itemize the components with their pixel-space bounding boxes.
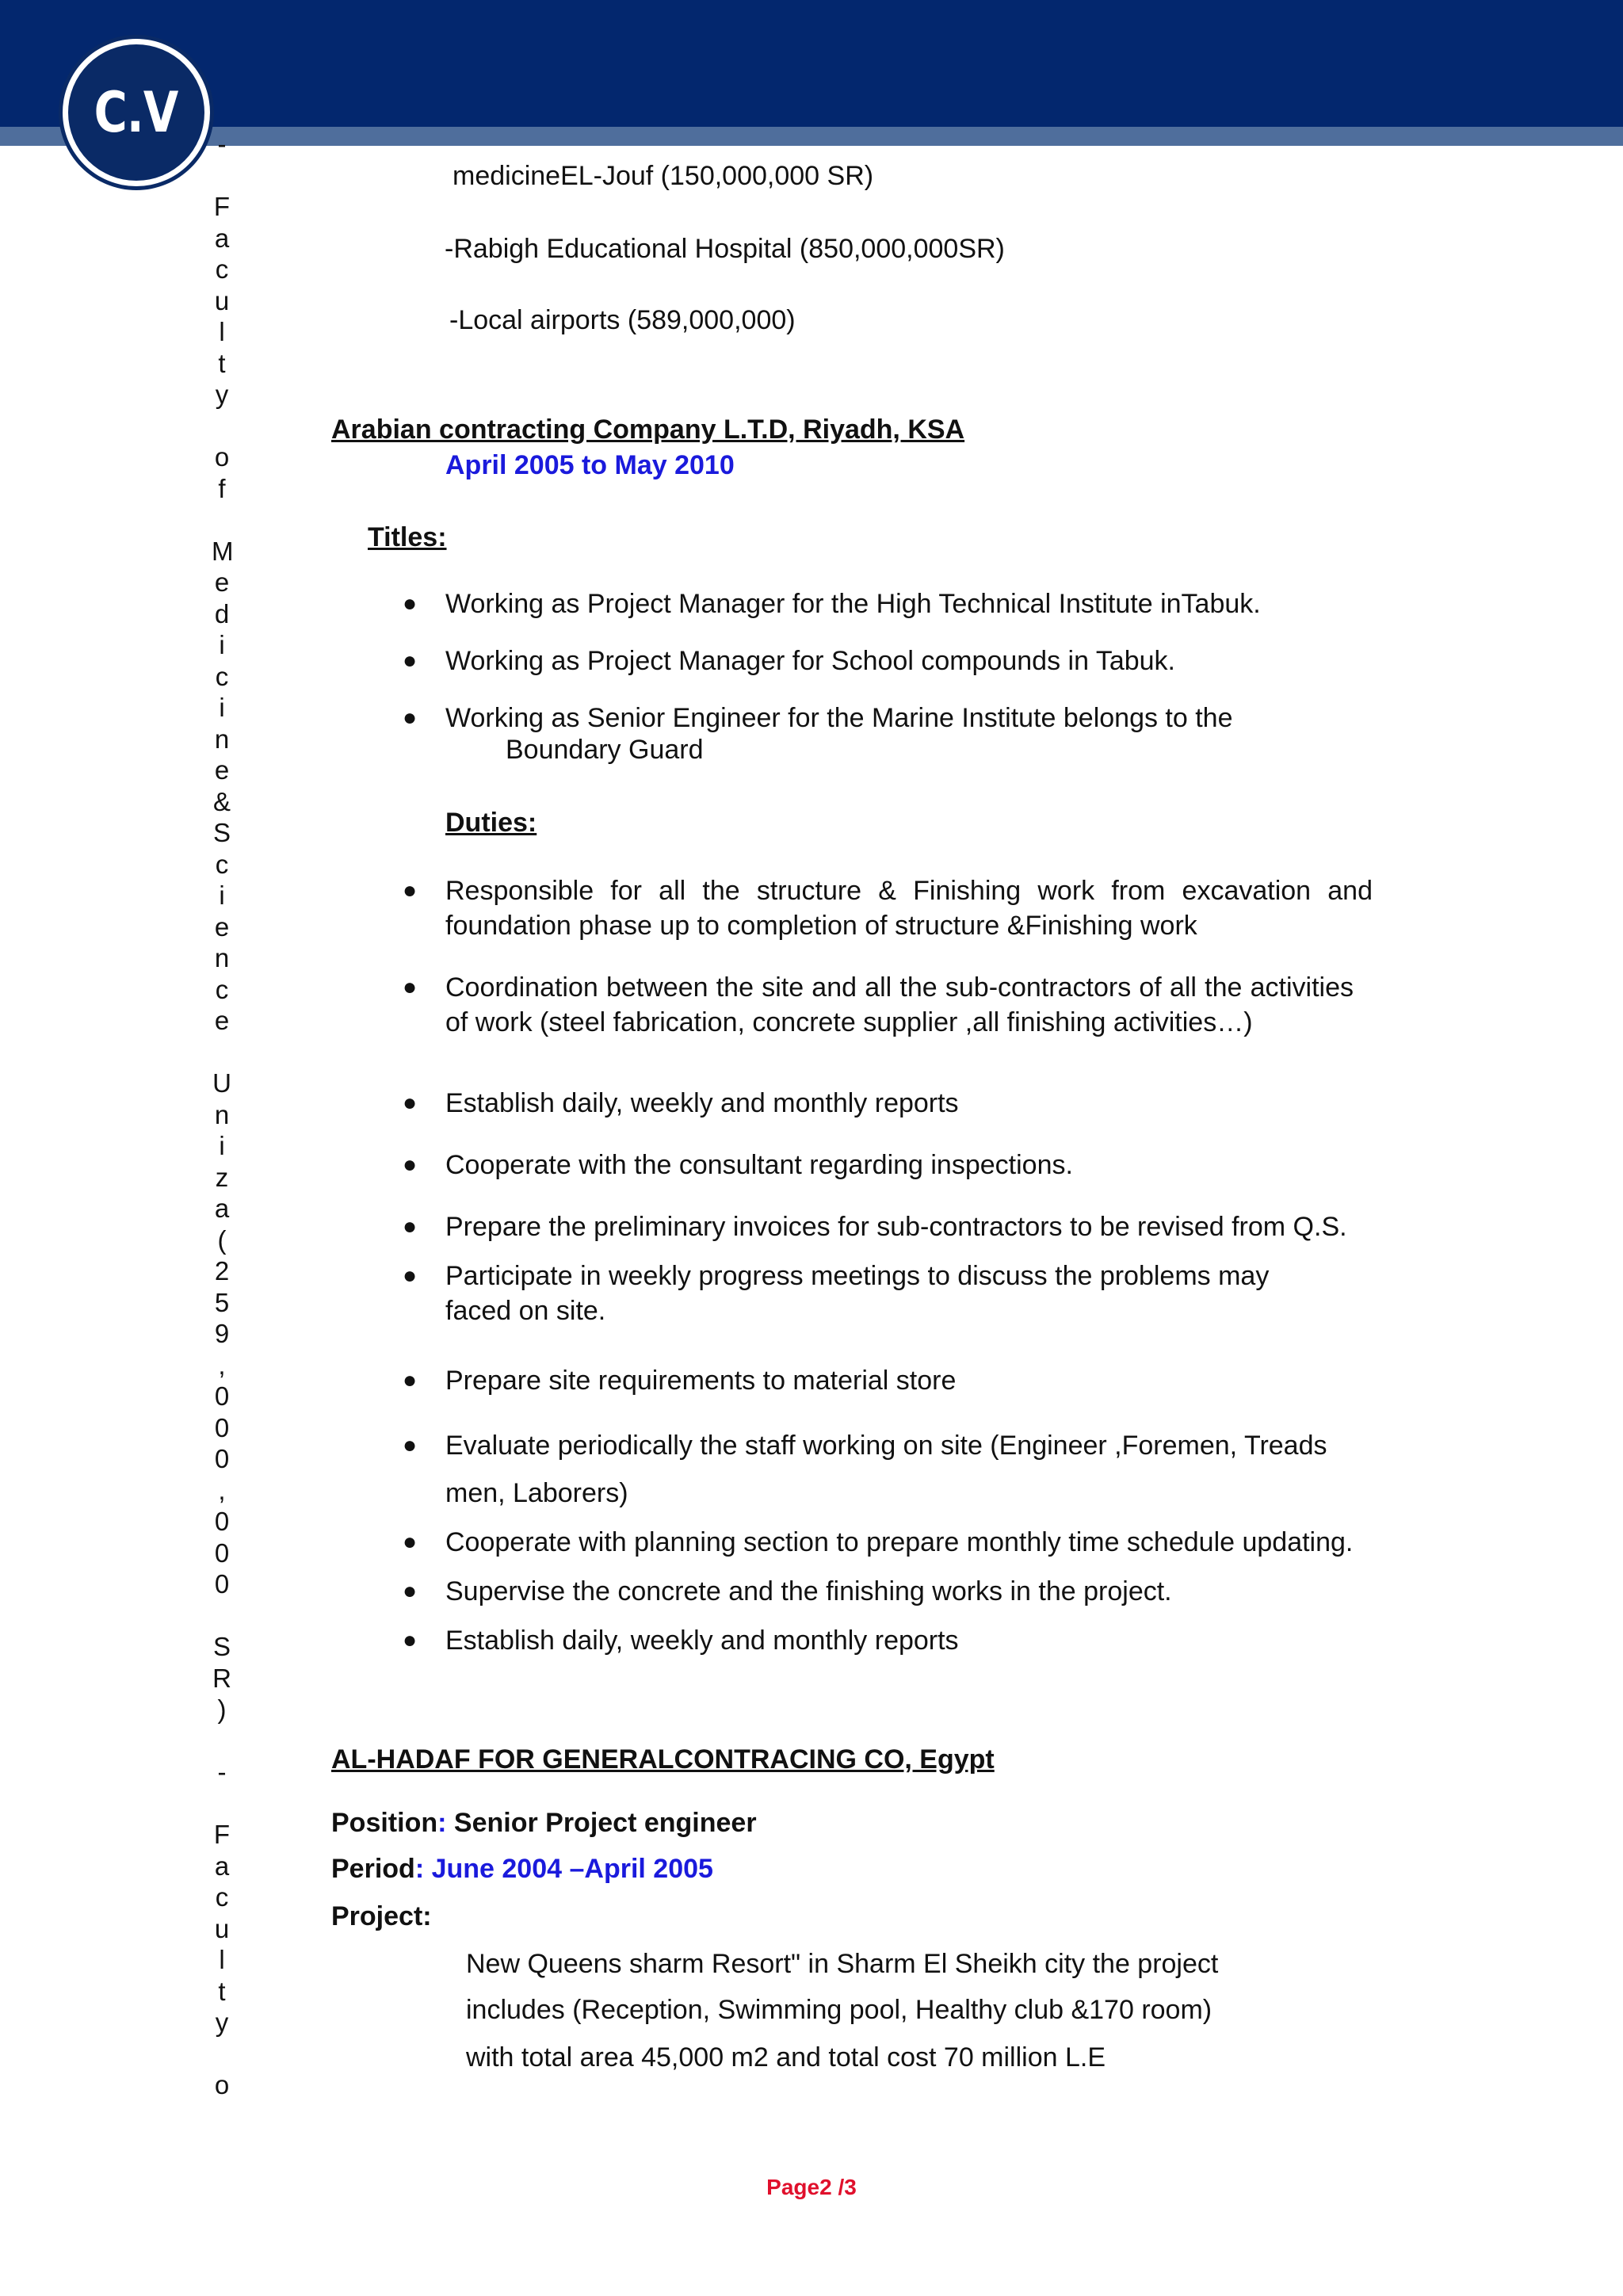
title-item: ● Working as Project Manager for School compounds in Tabuk. xyxy=(445,644,1175,678)
bullet-icon: ● xyxy=(403,974,418,1000)
duty-item: ● Cooperate with planning section to prepare monthly time schedule updating. xyxy=(445,1525,1353,1560)
duty-item: ● Coordination between the site and all the sub-contractors of all the activities of work (steel fabrication, concrete supplier ,all finishing activities…) xyxy=(445,970,1354,1040)
page-total: /3 xyxy=(831,2175,857,2199)
duty-item: ● Establish daily, weekly and monthly reports xyxy=(445,1623,959,1658)
bullet-icon: ● xyxy=(403,1627,418,1653)
bullet-icon: ● xyxy=(403,1432,418,1458)
project-line: -Local airports (589,000,000) xyxy=(449,305,796,335)
bullet-icon: ● xyxy=(403,1529,418,1555)
duty-item: ● Establish daily, weekly and monthly reports xyxy=(445,1086,959,1121)
duty-item: ● Prepare the preliminary invoices for sub-contractors to be revised from Q.S. xyxy=(445,1209,1347,1244)
period-label: Period xyxy=(331,1854,415,1884)
duty-item-continuation: faced on site. xyxy=(445,1296,606,1326)
project-description-line: New Queens sharm Resort" in Sharm El Sheikh city the project xyxy=(466,1949,1219,1979)
project-description-line: with total area 45,000 m2 and total cost 70 million L.E xyxy=(466,2042,1106,2073)
employment-period: April 2005 to May 2010 xyxy=(445,450,735,480)
bullet-icon: ● xyxy=(403,1367,418,1393)
bullet-icon: ● xyxy=(403,1090,418,1116)
project-line: -Rabigh Educational Hospital (850,000,000SR) xyxy=(445,234,1005,264)
duties-heading: Duties: xyxy=(445,808,537,838)
title-item-continuation: Boundary Guard xyxy=(506,735,704,765)
bullet-icon: ● xyxy=(403,1152,418,1178)
header-stripe xyxy=(0,127,1623,146)
duty-item: ● Prepare site requirements to material store xyxy=(445,1363,956,1398)
bullet-icon: ● xyxy=(403,705,418,731)
bullet-icon: ● xyxy=(403,1263,418,1289)
vertical-sidebar-text: - F a c u l t y o f M e d i c i n e & S c i e n c e U n i z a ( 2 5 9 , 0 0 0 , 0 0 0 S R ) - F a c u l t y o xyxy=(212,129,234,2099)
title-item: ● Working as Project Manager for the High Technical Institute inTabuk. xyxy=(445,586,1261,621)
company-name: AL-HADAF FOR GENERALCONTRACING CO, Egypt xyxy=(331,1744,995,1775)
period-line: Period: June 2004 –April 2005 xyxy=(331,1854,713,1884)
header-band xyxy=(0,0,1623,127)
duty-item: ● Cooperate with the consultant regarding inspections. xyxy=(445,1148,1073,1182)
position-label: Position xyxy=(331,1808,438,1838)
page-label: Page2 xyxy=(766,2175,832,2199)
page-number xyxy=(0,2175,1623,2200)
position-value: Senior Project engineer xyxy=(453,1808,757,1838)
period-value: June 2004 –April 2005 xyxy=(431,1854,713,1884)
bullet-icon: ● xyxy=(403,1213,418,1240)
title-item: ● Working as Senior Engineer for the Marine Institute belongs to the xyxy=(445,701,1233,735)
cv-logo-text: C.V xyxy=(94,80,178,145)
bullet-icon: ● xyxy=(403,1578,418,1604)
duty-item: ● Responsible for all the structure & Finishing work from excavation and foundation phase up to completion of structure &Finishing work xyxy=(445,873,1373,943)
duty-item: ● Supervise the concrete and the finishing works in the project. xyxy=(445,1574,1172,1609)
bullet-icon: ● xyxy=(403,590,418,617)
position-line: Position: Senior Project engineer xyxy=(331,1808,757,1838)
project-description-line: includes (Reception, Swimming pool, Healthy club &170 room) xyxy=(466,1995,1212,2025)
bullet-icon: ● xyxy=(403,877,418,904)
cv-logo xyxy=(68,44,204,181)
bullet-icon: ● xyxy=(403,648,418,674)
titles-heading: Titles: xyxy=(368,522,447,552)
project-line: medicineEL-Jouf (150,000,000 SR) xyxy=(453,161,874,191)
duty-item: ● Participate in weekly progress meetings to discuss the problems may xyxy=(445,1259,1269,1293)
company-name: Arabian contracting Company L.T.D, Riyadh, KSA xyxy=(331,415,965,445)
duty-item: ● Evaluate periodically the staff working on site (Engineer ,Foremen, Treads xyxy=(445,1428,1327,1463)
project-label: Project: xyxy=(331,1901,432,1931)
duty-item-continuation: men, Laborers) xyxy=(445,1478,628,1508)
